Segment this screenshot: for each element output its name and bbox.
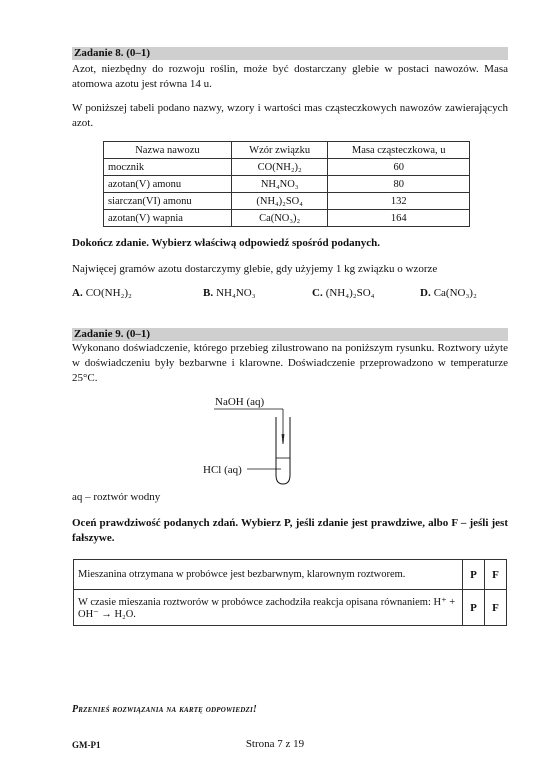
table-row	[74, 560, 507, 590]
task8-instruction: Dokończ zdanie. Wybierz właściwą odpowiedź spośród podanych.	[72, 237, 381, 249]
task8-title: Zadanie 8. (0–1)	[72, 47, 508, 60]
task8-table-intro: W poniższej tabeli podano nazwy, wzory i wartości mas cząsteczkowych nawozów zawierających azot.	[72, 102, 508, 129]
true-false-table	[73, 559, 507, 626]
transfer-answers-note: Przenieś rozwiązania na kartę odpowiedzi!	[72, 704, 257, 715]
page-number: Strona 7 z 19	[245, 738, 305, 750]
task8-question: Najwięcej gramów azotu dostarczymy glebie, gdy użyjemy 1 kg związku o wzorze	[72, 263, 438, 275]
hcl-label: HCl (aq)	[203, 464, 242, 476]
option-letter: A.	[72, 287, 83, 299]
fertilizer-mass: 164	[328, 210, 470, 227]
option-text: Ca(NO₃)₂	[433, 287, 477, 299]
fertilizer-formula: Ca(NO₃)₂	[231, 210, 328, 227]
table-row	[74, 590, 507, 626]
fertilizer-name: mocznik	[104, 159, 232, 176]
col-header-name: Nazwa nawozu	[104, 142, 232, 159]
answer-f-2[interactable]: F	[485, 590, 507, 626]
statement-text: W czasie mieszania roztworów w probówce zachodziła reakcja opisana równaniem: H⁺ + OH⁻ → H₂O.	[74, 590, 463, 626]
exam-code: GM-P1	[72, 740, 101, 750]
fertilizer-name: azotan(V) wapnia	[104, 210, 232, 227]
task9-title: Zadanie 9. (0–1)	[72, 328, 508, 341]
fertilizer-name: azotan(V) amonu	[104, 176, 232, 193]
option-text: NH₄NO₃	[216, 287, 256, 299]
col-header-mass: Masa cząsteczkowa, u	[328, 142, 470, 159]
option-letter: D.	[420, 287, 431, 299]
fertilizer-mass: 132	[328, 193, 470, 210]
answer-p-1[interactable]: P	[463, 560, 485, 590]
option-letter: C.	[312, 287, 323, 299]
fertilizer-name: siarczan(VI) amonu	[104, 193, 232, 210]
fertilizer-formula: (NH₄)₂SO₄	[231, 193, 328, 210]
answer-p-2[interactable]: P	[463, 590, 485, 626]
fertilizer-formula: CO(NH₂)₂	[231, 159, 328, 176]
col-header-formula: Wzór związku	[231, 142, 328, 159]
fertilizer-formula: NH₄NO₃	[231, 176, 328, 193]
task8-intro: Azot, niezbędny do rozwoju roślin, może być dostarczany glebie w postaci nawozów. Masa atomowa azotu jest równa 14 u.	[72, 63, 508, 90]
fertilizer-mass: 80	[328, 176, 470, 193]
option-text: CO(NH₂)₂	[85, 287, 132, 299]
aq-legend: aq – roztwór wodny	[72, 491, 161, 503]
task9-intro: Wykonano doświadczenie, którego przebieg zilustrowano na poniższym rysunku. Roztwory użyte w doświadczeniu były bezbarwne i klarowne. Doświadczenie przeprowadzono w temperaturze 25°C.	[72, 342, 508, 384]
answer-f-1[interactable]: F	[485, 560, 507, 590]
statement-text: Mieszanina otrzymana w probówce jest bezbarwnym, klarownym roztworem.	[74, 560, 463, 590]
task9-instruction: Oceń prawdziwość podanych zdań. Wybierz P, jeśli zdanie jest prawdziwe, albo F – jeśli jest fałszywe.	[72, 517, 508, 544]
option-text: (NH₄)₂SO₄	[325, 287, 375, 299]
naoh-label: NaOH (aq)	[215, 396, 265, 408]
fertilizer-mass: 60	[328, 159, 470, 176]
option-letter: B.	[203, 287, 214, 299]
